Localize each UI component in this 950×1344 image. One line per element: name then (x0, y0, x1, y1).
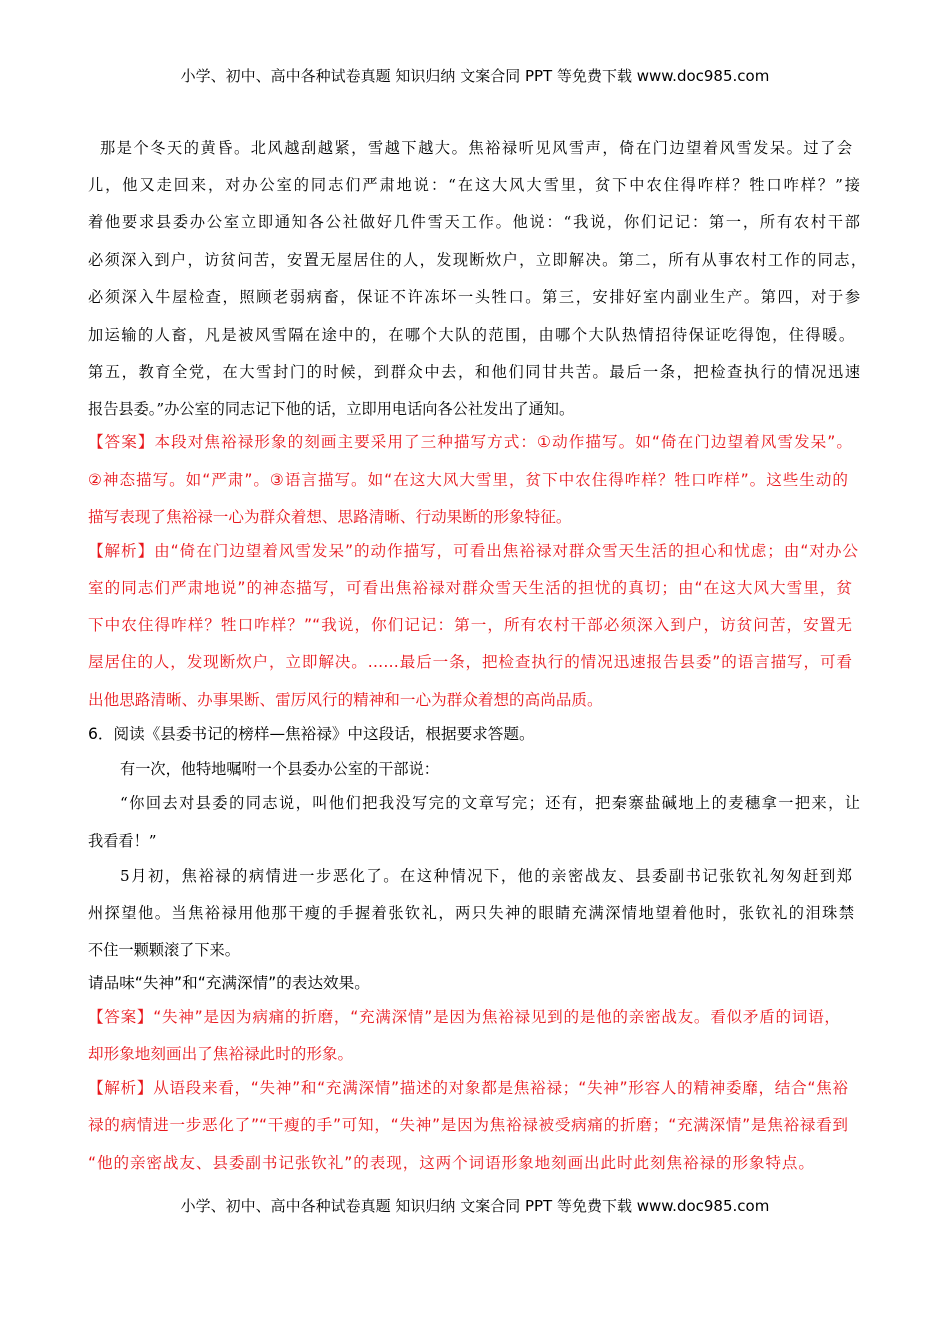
analysis-line: “他的亲密战友、县委副书记张钦礼”的表现，这两个词语形象地刻画出此时此刻焦裕禄的形象特点。 (88, 1154, 814, 1172)
answer-line: 【答案】本段对焦裕禄形象的刻画主要采用了三种描写方式：①动作描写。如“倚在门边望着风雪发呆”。 (88, 433, 852, 451)
text-line: 儿，他又走回来，对办公室的同志们严肃地说：“在这大风大雪里，贫下中农住得咋样？牲口咋样？”接 (88, 176, 860, 194)
page-footer: 小学、初中、高中各种试卷真题 知识归纳 文案合同 PPT 等免费下载 www.doc985.com (180, 1197, 770, 1215)
question-6-prompt: 请品味“失神”和“充满深情”的表达效果。 (88, 974, 370, 992)
answer-line: 【答案】“失神”是因为病痛的折磨，“充满深情”是因为焦裕禄见到的是他的亲密战友。看似矛盾的词语， (88, 1008, 840, 1026)
page-header: 小学、初中、高中各种试卷真题 知识归纳 文案合同 PPT 等免费下载 www.doc985.com (180, 67, 770, 85)
analysis-line: 下中农住得咋样？牲口咋样？”“我说，你们记记：第一，所有农村干部必须深入到户，访贫问苦，安置无 (88, 616, 852, 634)
analysis-line: 出他思路清晰、办事果断、雷厉风行的精神和一心为群众着想的高尚品质。 (88, 691, 603, 709)
answer-line: ②神态描写。如“严肃”。③语言描写。如“在这大风大雪里，贫下中农住得咋样？牲口咋样”。这些生动的 (88, 471, 848, 489)
text-line: 我看看！” (88, 832, 157, 850)
text-line: 报告县委。”办公室的同志记下他的话，立即用电话向各公社发出了通知。 (88, 400, 575, 418)
answer-line: 描写表现了焦裕禄一心为群众着想、思路清晰、行动果断的形象特征。 (88, 508, 572, 526)
answer-line: 却形象地刻画出了焦裕禄此时的形象。 (88, 1045, 354, 1063)
text-line: 加运输的人畜，凡是被风雪隔在途中的，在哪个大队的范围，由哪个大队热情招待保证吃得饱，住得暖。 (88, 326, 854, 344)
question-6: 6．阅读《县委书记的榜样—焦裕禄》中这段话，根据要求答题。 (88, 725, 535, 743)
analysis-line: 室的同志们严肃地说”的神态描写，可看出焦裕禄对群众雪天生活的担忧的真切；由“在这大风大雪里，贫 (88, 579, 852, 597)
text-line: “你回去对县委的同志说，叫他们把我没写完的文章写完；还有，把秦寨盐碱地上的麦穗拿一把来，让 (120, 794, 860, 812)
analysis-line: 【解析】由“倚在门边望着风雪发呆”的动作描写，可看出焦裕禄对群众雪天生活的担心和忧虑；由“对办公 (88, 542, 858, 560)
text-line: 州探望他。当焦裕禄用他那干瘦的手握着张钦礼，两只失神的眼睛充满深情地望着他时，张钦礼的泪珠禁 (88, 904, 854, 922)
text-line: 不住一颗颗滚了下来。 (88, 941, 240, 959)
text-line: 着他要求县委办公室立即通知各公社做好几件雪天工作。他说：“我说，你们记记：第一，所有农村干部 (88, 213, 860, 231)
text-line: 必须深入牛屋检查，照顾老弱病畜，保证不许冻坏一头牲口。第三，安排好室内副业生产。第四，对于参 (88, 288, 860, 306)
text-line: 必须深入到户，访贫问苦，安置无屋居住的人，发现断炊户，立即解决。第二，所有从事农村工作的同志， (88, 251, 866, 269)
text-line: 那是个冬天的黄昏。北风越刮越紧，雪越下越大。焦裕禄听见风雪声，倚在门边望着风雪发呆。过了会 (100, 139, 852, 157)
text-line: 有一次，他特地嘱咐一个县委办公室的干部说： (120, 760, 439, 778)
text-line: 5月初，焦裕禄的病情进一步恶化了。在这种情况下，他的亲密战友、县委副书记张钦礼匆匆赶到郑 (120, 867, 852, 885)
analysis-line: 禄的病情进一步恶化了”“干瘦的手”可知，“失神”是因为焦裕禄被受病痛的折磨；“充满深情”是焦裕禄看到 (88, 1116, 848, 1134)
analysis-line: 【解析】从语段来看，“失神”和“充满深情”描述的对象都是焦裕禄；“失神”形容人的精神委靡，结合“焦裕 (88, 1079, 848, 1097)
text-line: 第五，教育全党，在大雪封门的时候，到群众中去，和他们同甘共苦。最后一条，把检查执行的情况迅速 (88, 363, 860, 381)
analysis-line: 屋居住的人，发现断炊户，立即解决。……最后一条，把检查执行的情况迅速报告县委”的语言描写，可看 (88, 653, 852, 671)
